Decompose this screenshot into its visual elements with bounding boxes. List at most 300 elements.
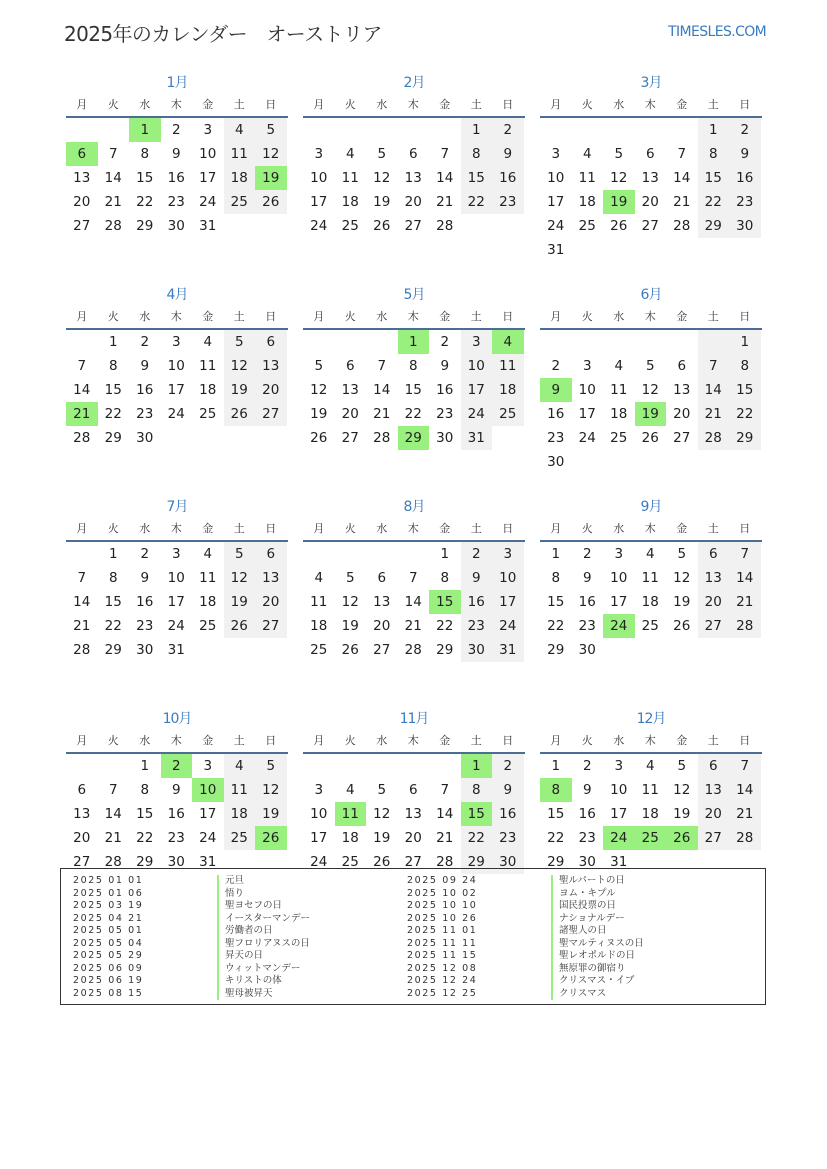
empty-day-cell <box>572 238 604 262</box>
day-cell: 7 <box>408 570 418 586</box>
weekday-label: 金 <box>202 310 214 323</box>
weekday-label: 金 <box>439 310 451 323</box>
day-cell: 9 <box>140 358 150 374</box>
day-cell: 20 <box>341 406 359 422</box>
holiday-name: ウィットマンデー <box>217 963 300 976</box>
day-cell: 30 <box>492 850 524 874</box>
day-cell: 1 <box>551 546 561 562</box>
day-cell: 10 <box>167 358 185 374</box>
day-cell: 20 <box>404 830 422 846</box>
day-cell: 18 <box>224 166 256 190</box>
day-cell: 25 <box>224 826 256 850</box>
weekday-label: 水 <box>139 522 151 535</box>
day-cell: 21 <box>104 194 122 210</box>
day-cell: 5 <box>224 330 256 354</box>
holiday-date: 2025 05 01 <box>73 925 144 936</box>
day-cell: 15 <box>461 802 493 826</box>
day-cell: 2 <box>492 754 524 778</box>
day-cell: 24 <box>310 854 328 870</box>
day-cell: 15 <box>404 382 422 398</box>
day-cell: 5 <box>377 146 387 162</box>
day-cell: 3 <box>203 758 213 774</box>
day-cell: 18 <box>224 802 256 826</box>
day-cell: 2 <box>729 118 761 142</box>
day-cell: 12 <box>673 570 691 586</box>
day-cell: 27 <box>404 854 422 870</box>
holiday-date: 2025 05 04 <box>73 937 144 949</box>
weekday-label: 土 <box>707 98 719 111</box>
day-cell: 13 <box>255 354 287 378</box>
day-grid <box>303 754 525 874</box>
day-cell: 13 <box>255 566 287 590</box>
day-cell: 23 <box>547 430 565 446</box>
weekday-header <box>540 518 762 542</box>
holiday-date: 2025 08 15 <box>73 987 144 999</box>
holiday-date: 2025 11 15 <box>407 950 478 961</box>
weekday-label: 日 <box>739 522 751 535</box>
day-cell: 14 <box>104 806 122 822</box>
day-cell: 3 <box>582 358 592 374</box>
day-cell: 18 <box>641 806 659 822</box>
day-cell: 23 <box>492 826 524 850</box>
month-calendar <box>66 72 288 284</box>
day-cell: 1 <box>108 546 118 562</box>
day-cell: 4 <box>203 546 213 562</box>
weekday-label: 木 <box>170 734 182 747</box>
day-cell: 6 <box>698 542 730 566</box>
day-cell: 14 <box>436 170 454 186</box>
holiday-name: 聖フロリアヌスの日 <box>217 938 310 951</box>
day-cell: 8 <box>729 354 761 378</box>
day-cell: 26 <box>224 614 256 638</box>
weekday-label: 月 <box>550 522 562 535</box>
day-cell: 30 <box>461 638 493 662</box>
day-cell: 8 <box>461 142 493 166</box>
day-cell: 22 <box>461 826 493 850</box>
weekday-label: 水 <box>139 734 151 747</box>
weekday-label: 火 <box>107 522 119 535</box>
day-cell: 2 <box>161 754 193 778</box>
day-cell: 29 <box>136 218 154 234</box>
weekday-label: 火 <box>344 734 356 747</box>
empty-day-cell <box>698 450 730 474</box>
day-cell: 6 <box>408 146 418 162</box>
day-cell: 16 <box>136 382 154 398</box>
holiday-name: 聖ルパートの日 <box>551 875 625 888</box>
day-cell: 15 <box>698 166 730 190</box>
day-cell: 25 <box>310 642 328 658</box>
day-cell: 1 <box>398 330 430 354</box>
month-calendar <box>303 496 525 708</box>
day-cell: 19 <box>224 378 256 402</box>
holiday-name: 聖マルティヌスの日 <box>551 938 644 951</box>
day-cell: 19 <box>255 802 287 826</box>
day-cell: 10 <box>610 782 628 798</box>
day-cell: 4 <box>645 546 655 562</box>
month-name: 6月 <box>640 287 662 303</box>
day-cell: 30 <box>167 854 185 870</box>
day-cell: 5 <box>645 358 655 374</box>
empty-day-cell <box>66 330 98 354</box>
weekday-label: 日 <box>265 522 277 535</box>
day-cell: 14 <box>673 170 691 186</box>
day-cell: 4 <box>492 330 524 354</box>
day-cell: 28 <box>698 426 730 450</box>
day-cell: 6 <box>645 146 655 162</box>
day-cell: 5 <box>377 782 387 798</box>
day-cell: 12 <box>673 782 691 798</box>
holiday-date: 2025 09 24 <box>407 875 478 886</box>
day-cell: 22 <box>404 406 422 422</box>
empty-day-cell <box>698 330 730 354</box>
day-cell: 3 <box>203 122 213 138</box>
day-cell: 27 <box>373 642 391 658</box>
day-cell: 20 <box>698 802 730 826</box>
day-cell: 13 <box>373 594 391 610</box>
weekday-label: 火 <box>581 310 593 323</box>
brand-logo-text: TIMESLES.COM <box>668 24 767 40</box>
weekday-label: 土 <box>470 98 482 111</box>
day-cell: 25 <box>341 218 359 234</box>
day-cell: 28 <box>373 430 391 446</box>
day-cell: 11 <box>224 142 256 166</box>
weekday-label: 水 <box>613 522 625 535</box>
empty-day-cell <box>255 426 287 450</box>
weekday-label: 月 <box>550 734 562 747</box>
day-cell: 22 <box>136 830 154 846</box>
holiday-date: 2025 01 01 <box>73 875 144 886</box>
weekday-label: 火 <box>107 310 119 323</box>
weekday-label: 木 <box>644 310 656 323</box>
day-cell: 17 <box>610 806 628 822</box>
day-cell: 2 <box>582 758 592 774</box>
day-cell: 16 <box>136 594 154 610</box>
day-cell: 25 <box>341 854 359 870</box>
day-cell: 26 <box>610 218 628 234</box>
empty-day-cell <box>398 754 430 778</box>
empty-day-cell <box>161 426 193 450</box>
weekday-label: 月 <box>313 98 325 111</box>
page-title: 2025年のカレンダー オーストリア <box>64 22 382 46</box>
holiday-name: 労働者の日 <box>217 925 273 938</box>
weekday-label: 金 <box>676 522 688 535</box>
day-cell: 19 <box>373 830 391 846</box>
empty-day-cell <box>98 118 130 142</box>
day-cell: 24 <box>310 218 328 234</box>
month-name: 9月 <box>640 499 662 515</box>
weekday-label: 金 <box>202 522 214 535</box>
day-cell: 16 <box>167 806 185 822</box>
day-cell: 12 <box>610 170 628 186</box>
day-cell: 6 <box>77 782 87 798</box>
day-cell: 12 <box>224 354 256 378</box>
day-cell: 16 <box>436 382 454 398</box>
day-cell: 22 <box>729 402 761 426</box>
holiday-name: 聖母被昇天 <box>217 988 273 1001</box>
empty-day-cell <box>666 118 698 142</box>
day-cell: 26 <box>373 854 391 870</box>
day-cell: 19 <box>635 402 667 426</box>
day-cell: 8 <box>698 142 730 166</box>
day-cell: 22 <box>698 190 730 214</box>
day-cell: 14 <box>373 382 391 398</box>
day-cell: 12 <box>255 142 287 166</box>
holiday-name: 聖ヨセフの日 <box>217 900 282 913</box>
day-cell: 8 <box>140 146 150 162</box>
day-cell: 9 <box>729 142 761 166</box>
day-cell: 21 <box>66 402 98 426</box>
empty-day-cell <box>603 638 635 662</box>
day-cell: 24 <box>603 614 635 638</box>
day-cell: 30 <box>578 642 596 658</box>
holiday-date: 2025 11 11 <box>407 937 478 949</box>
holiday-list <box>60 868 766 1005</box>
day-cell: 29 <box>136 854 154 870</box>
day-grid <box>66 330 288 450</box>
day-cell: 3 <box>171 334 181 350</box>
month-calendar <box>540 496 762 708</box>
day-cell: 2 <box>140 334 150 350</box>
day-cell: 26 <box>255 190 287 214</box>
day-cell: 9 <box>540 378 572 402</box>
day-cell: 4 <box>224 118 256 142</box>
month-name: 4月 <box>166 287 188 303</box>
empty-day-cell <box>635 638 667 662</box>
day-cell: 26 <box>341 642 359 658</box>
weekday-label: 木 <box>644 522 656 535</box>
day-cell: 28 <box>729 826 761 850</box>
day-cell: 26 <box>255 826 287 850</box>
day-cell: 19 <box>255 166 287 190</box>
empty-day-cell <box>698 638 730 662</box>
holiday-date: 2025 06 09 <box>73 962 144 974</box>
day-cell: 9 <box>582 570 592 586</box>
holiday-date: 2025 10 26 <box>407 912 478 924</box>
day-cell: 23 <box>136 618 154 634</box>
day-cell: 4 <box>614 358 624 374</box>
day-cell: 28 <box>73 430 91 446</box>
day-cell: 19 <box>224 590 256 614</box>
weekday-header <box>303 94 525 118</box>
day-cell: 11 <box>310 594 328 610</box>
day-cell: 8 <box>551 570 561 586</box>
empty-day-cell <box>603 330 635 354</box>
day-cell: 28 <box>104 854 122 870</box>
day-cell: 1 <box>129 118 161 142</box>
weekday-label: 火 <box>344 522 356 535</box>
empty-day-cell <box>335 542 367 566</box>
holiday-name: ヨム・キプル <box>551 888 616 901</box>
day-cell: 29 <box>547 854 565 870</box>
day-cell: 30 <box>136 642 154 658</box>
day-cell: 17 <box>199 170 217 186</box>
empty-day-cell <box>303 330 335 354</box>
empty-day-cell <box>366 754 398 778</box>
day-cell: 8 <box>440 570 450 586</box>
day-cell: 28 <box>404 642 422 658</box>
day-cell: 28 <box>729 614 761 638</box>
day-cell: 4 <box>345 146 355 162</box>
day-cell: 16 <box>729 166 761 190</box>
day-cell: 20 <box>255 378 287 402</box>
empty-day-cell <box>572 118 604 142</box>
weekday-header <box>66 518 288 542</box>
empty-day-cell <box>666 450 698 474</box>
day-cell: 7 <box>77 358 87 374</box>
day-cell: 24 <box>461 402 493 426</box>
day-cell: 23 <box>578 618 596 634</box>
day-cell: 1 <box>440 546 450 562</box>
day-grid <box>540 542 762 662</box>
empty-day-cell <box>729 450 761 474</box>
day-cell: 10 <box>310 806 328 822</box>
holiday-date: 2025 05 29 <box>73 950 144 961</box>
day-cell: 26 <box>673 618 691 634</box>
weekday-label: 日 <box>739 98 751 111</box>
day-cell: 20 <box>698 590 730 614</box>
weekday-label: 木 <box>407 734 419 747</box>
day-cell: 7 <box>698 354 730 378</box>
empty-day-cell <box>398 118 430 142</box>
weekday-label: 月 <box>76 98 88 111</box>
month-name: 8月 <box>403 499 425 515</box>
day-cell: 14 <box>73 382 91 398</box>
day-cell: 3 <box>492 542 524 566</box>
day-cell: 2 <box>140 546 150 562</box>
day-cell: 11 <box>641 570 659 586</box>
day-cell: 27 <box>698 614 730 638</box>
day-cell: 29 <box>698 214 730 238</box>
day-cell: 13 <box>698 778 730 802</box>
day-cell: 18 <box>341 194 359 210</box>
day-grid <box>540 330 762 474</box>
empty-day-cell <box>429 754 461 778</box>
day-cell: 25 <box>578 218 596 234</box>
weekday-label: 木 <box>170 310 182 323</box>
holiday-name: 元旦 <box>217 875 244 888</box>
weekday-label: 木 <box>644 98 656 111</box>
holiday-date: 2025 06 19 <box>73 975 144 986</box>
day-cell: 7 <box>440 146 450 162</box>
holiday-name: ナショナルデー <box>551 913 625 926</box>
day-cell: 16 <box>578 806 596 822</box>
weekday-label: 日 <box>265 734 277 747</box>
day-cell: 26 <box>641 430 659 446</box>
day-cell: 25 <box>199 618 217 634</box>
day-grid <box>540 118 762 262</box>
day-cell: 7 <box>729 754 761 778</box>
weekday-label: 土 <box>233 310 245 323</box>
day-cell: 10 <box>547 170 565 186</box>
day-cell: 7 <box>377 358 387 374</box>
day-cell: 10 <box>199 146 217 162</box>
day-cell: 4 <box>582 146 592 162</box>
day-cell: 29 <box>104 642 122 658</box>
day-grid <box>66 118 288 238</box>
weekday-header <box>303 306 525 330</box>
weekday-label: 火 <box>581 734 593 747</box>
day-cell: 20 <box>373 618 391 634</box>
day-cell: 15 <box>104 382 122 398</box>
weekday-label: 日 <box>502 310 514 323</box>
weekday-label: 木 <box>170 522 182 535</box>
weekday-label: 水 <box>139 98 151 111</box>
weekday-label: 土 <box>470 522 482 535</box>
day-cell: 27 <box>255 614 287 638</box>
month-calendar <box>303 72 525 284</box>
day-cell: 1 <box>461 754 493 778</box>
day-cell: 16 <box>492 166 524 190</box>
day-cell: 23 <box>461 614 493 638</box>
day-cell: 12 <box>641 382 659 398</box>
day-cell: 15 <box>104 594 122 610</box>
day-cell: 14 <box>404 594 422 610</box>
day-cell: 16 <box>167 170 185 186</box>
day-cell: 16 <box>578 594 596 610</box>
day-grid <box>66 542 288 662</box>
month-name: 2月 <box>403 75 425 91</box>
empty-day-cell <box>729 238 761 262</box>
weekday-label: 木 <box>407 522 419 535</box>
weekday-label: 金 <box>439 734 451 747</box>
day-cell: 15 <box>547 594 565 610</box>
empty-day-cell <box>635 330 667 354</box>
holiday-date: 2025 12 24 <box>407 975 478 986</box>
weekday-label: 月 <box>550 98 562 111</box>
day-cell: 27 <box>673 430 691 446</box>
weekday-label: 日 <box>502 734 514 747</box>
weekday-label: 土 <box>707 310 719 323</box>
day-cell: 4 <box>645 758 655 774</box>
day-cell: 19 <box>603 190 635 214</box>
day-cell: 2 <box>492 118 524 142</box>
day-cell: 27 <box>641 218 659 234</box>
day-cell: 13 <box>404 806 422 822</box>
day-cell: 7 <box>108 146 118 162</box>
holiday-name: キリストの体 <box>217 975 282 988</box>
day-cell: 22 <box>547 618 565 634</box>
day-cell: 28 <box>436 854 454 870</box>
day-cell: 13 <box>404 170 422 186</box>
day-cell: 29 <box>729 426 761 450</box>
day-cell: 23 <box>436 406 454 422</box>
day-cell: 22 <box>104 406 122 422</box>
holiday-date: 2025 11 01 <box>407 925 478 936</box>
weekday-label: 金 <box>439 98 451 111</box>
day-cell: 21 <box>436 194 454 210</box>
day-cell: 23 <box>167 194 185 210</box>
day-cell: 14 <box>73 594 91 610</box>
day-cell: 7 <box>677 146 687 162</box>
day-cell: 17 <box>578 406 596 422</box>
day-cell: 18 <box>199 594 217 610</box>
holiday-name: クリスマス・イブ <box>551 975 634 988</box>
day-grid <box>303 542 525 662</box>
empty-day-cell <box>540 118 572 142</box>
weekday-label: 金 <box>202 98 214 111</box>
weekday-label: 木 <box>407 98 419 111</box>
day-cell: 21 <box>729 590 761 614</box>
day-cell: 24 <box>167 618 185 634</box>
month-calendar <box>66 284 288 496</box>
empty-day-cell <box>255 214 287 238</box>
weekday-label: 金 <box>676 734 688 747</box>
day-cell: 31 <box>461 426 493 450</box>
weekday-label: 火 <box>581 98 593 111</box>
day-cell: 21 <box>73 618 91 634</box>
holiday-date: 2025 03 19 <box>73 900 144 911</box>
day-cell: 11 <box>578 170 596 186</box>
